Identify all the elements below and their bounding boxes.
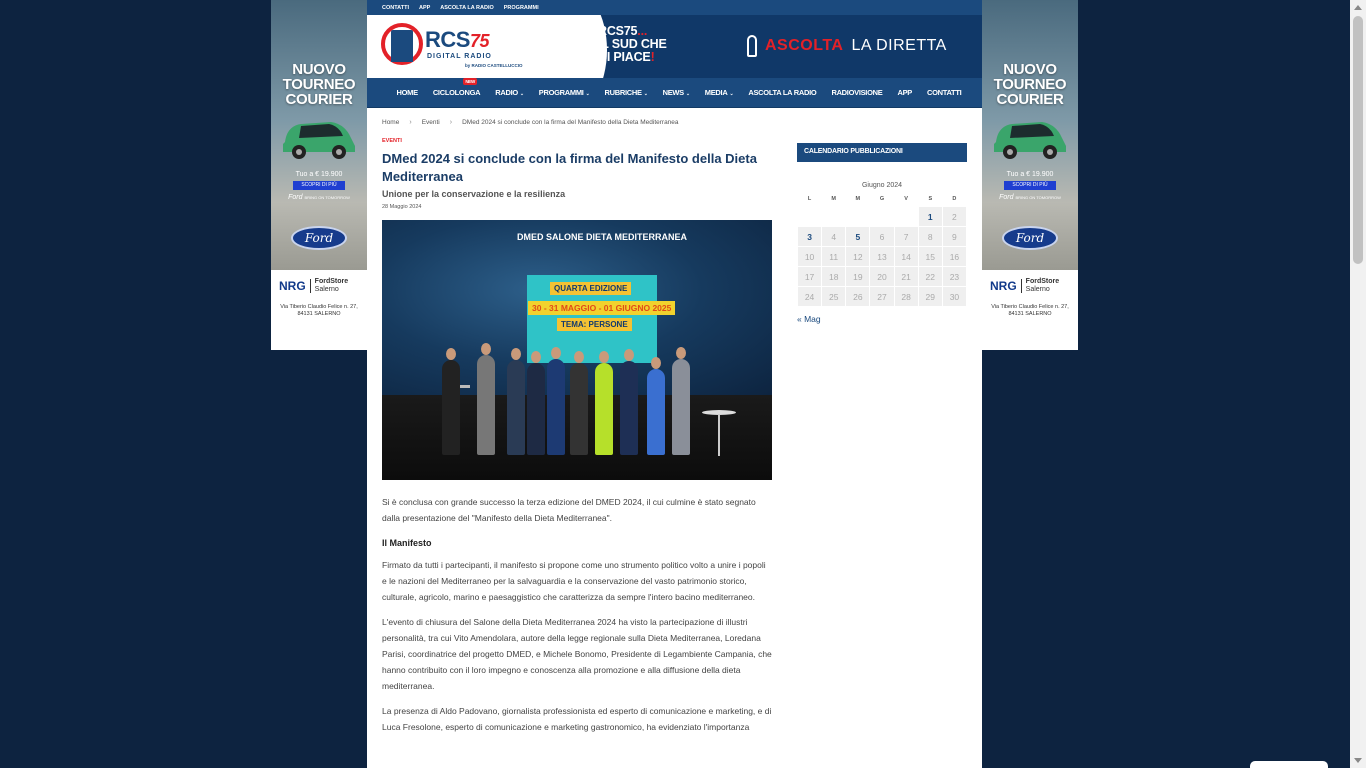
nav-media[interactable]: MEDIA ⌄	[704, 88, 734, 97]
dealer-address: Via Tiberio Claudio Felice n. 27, 84131 SALERNO	[280, 304, 358, 317]
person	[672, 359, 690, 455]
poster-edition: QUARTA EDIZIONE	[550, 282, 631, 295]
car-illustration	[990, 112, 1070, 160]
calendar-day[interactable]: 1	[919, 207, 942, 226]
nav-radiovisione[interactable]: RADIOVISIONE	[831, 88, 883, 97]
fordstore-label: FordStore Salerno	[1025, 278, 1060, 293]
top-links-bar	[367, 0, 982, 15]
nav-app[interactable]: APP	[897, 88, 912, 97]
right-ad-banner[interactable]	[982, 0, 1078, 350]
nav-news[interactable]: NEWS ⌄	[662, 88, 690, 97]
article-date: 28 Maggio 2024	[382, 204, 422, 210]
calendar-empty-cell	[870, 207, 893, 226]
logo-wordmark: RCS75	[425, 27, 489, 52]
calendar-day: 26	[846, 287, 869, 306]
nav-ascolta-la-radio[interactable]: ASCOLTA LA RADIO	[748, 88, 817, 97]
person	[507, 360, 525, 455]
table-leg	[718, 414, 720, 456]
calendar-day: 30	[943, 287, 966, 306]
ad-image[interactable]	[982, 0, 1078, 270]
calendar-day: 25	[822, 287, 845, 306]
nav-ciclolonga[interactable]: CICLOLONGA NEW	[432, 79, 481, 97]
car-illustration	[279, 112, 359, 160]
paragraph: Si è conclusa con grande successo la terza edizione del DMED 2024, il cui culmine è stato segnato dalla presentazione del "Manifesto della Dieta Mediterranea".	[382, 497, 756, 523]
fordstore-label: FordStore Salerno	[314, 278, 349, 293]
top-link-app[interactable]: APP	[418, 4, 431, 11]
weekday-header: G	[879, 196, 885, 202]
scroll-down-icon[interactable]	[1354, 758, 1362, 763]
ad-ford-tagline: Ford BRING ON TOMORROW	[288, 194, 350, 201]
site-logo[interactable]	[367, 15, 567, 78]
weekday-header: D	[952, 196, 957, 202]
nav-contatti[interactable]: CONTATTI	[926, 88, 962, 97]
paragraph: L'evento di chiusura del Salone della Dieta Mediterranea 2024 ha visto la partecipazione di illustri personalità, tra cui Vito Amendolara, autore della legge regionale sulla Dieta Mediterranea, Loredana Parisi, coordinatrice del progetto DMED, e Michele Bonomo, Presidente di Legambiente Campania, che hanno contribuito con il loro impegno e conoscenza alla promozione e alla diffusione della dieta mediterranea.	[382, 617, 772, 691]
calendar-day: 2	[943, 207, 966, 226]
ford-logo: Ford	[291, 226, 347, 250]
divider	[1021, 279, 1022, 293]
breadcrumb	[382, 119, 772, 126]
ford-logo: Ford	[1002, 226, 1058, 250]
calendar-day: 12	[846, 247, 869, 266]
ad-ford-tagline: Ford BRING ON TOMORROW	[999, 194, 1061, 201]
divider	[310, 279, 311, 293]
article-photo[interactable]	[382, 220, 772, 480]
chevron-down-icon: ⌄	[643, 91, 648, 97]
calendar-day: 7	[895, 227, 918, 246]
poster-title: DMED SALONE DIETA MEDITERRANEA	[517, 232, 688, 242]
main-nav	[367, 78, 982, 108]
calendar-day: 4	[822, 227, 845, 246]
calendar-table	[797, 191, 967, 307]
calendar-day: 16	[943, 247, 966, 266]
calendar-day: 27	[870, 287, 893, 306]
weekday-header: M	[831, 196, 836, 202]
article-content	[382, 119, 772, 744]
breadcrumb-category[interactable]: Eventi	[421, 119, 440, 126]
ad-cta-button[interactable]: SCOPRI DI PIÙ	[1004, 181, 1056, 190]
weekday-header: S	[928, 196, 933, 202]
ad-dealer	[271, 270, 367, 318]
dealer-address: Via Tiberio Claudio Felice n. 27, 84131 SALERNO	[991, 304, 1069, 317]
calendar-day: 17	[798, 267, 821, 286]
person	[647, 369, 665, 455]
calendar-day[interactable]: 5	[846, 227, 869, 246]
section-heading: Il Manifesto	[382, 538, 432, 548]
top-link-contatti[interactable]: CONTATTI	[382, 4, 409, 11]
calendar-day: 29	[919, 287, 942, 306]
poster-theme: TEMA: PERSONE	[557, 318, 632, 331]
sidebar	[797, 143, 967, 324]
scroll-up-icon[interactable]	[1354, 5, 1362, 10]
tower-icon	[391, 30, 413, 62]
calendar-day: 22	[919, 267, 942, 286]
chevron-down-icon: ⌄	[519, 91, 524, 97]
site-header	[367, 15, 982, 78]
calendar-day: 15	[919, 247, 942, 266]
article-body	[382, 494, 772, 735]
calendar-day: 21	[895, 267, 918, 286]
article-category[interactable]: EVENTI	[382, 138, 402, 144]
nrg-logo: NRG	[990, 279, 1017, 293]
calendar-prev-link[interactable]: « Mag	[797, 314, 821, 324]
calendar-day: 8	[919, 227, 942, 246]
calendar-day: 19	[846, 267, 869, 286]
microphone-icon	[747, 35, 757, 57]
nav-rubriche[interactable]: RUBRICHE ⌄	[604, 88, 648, 97]
chevron-down-icon: ⌄	[729, 91, 734, 97]
top-link-ascolta[interactable]: ASCOLTA LA RADIO	[440, 4, 494, 11]
calendar-day: 11	[822, 247, 845, 266]
left-ad-banner[interactable]	[271, 0, 367, 350]
person	[570, 363, 588, 455]
article-subtitle: Unione per la conservazione e la resilienza	[382, 189, 566, 199]
calendar-day: 23	[943, 267, 966, 286]
weekday-header: L	[807, 196, 812, 202]
new-badge: NEW	[465, 79, 475, 84]
ad-price: Tuo a € 19.900	[1006, 171, 1054, 178]
chevron-down-icon: ⌄	[585, 91, 590, 97]
nav-programmi[interactable]: PROGRAMMI ⌄	[538, 88, 590, 97]
weekday-header: M	[855, 196, 861, 202]
publication-calendar	[797, 182, 967, 324]
calendar-day: 20	[870, 267, 893, 286]
person	[595, 363, 613, 455]
banner-slogan: RCS75... IL SUD CHE CI PIACE!	[598, 24, 667, 64]
nrg-logo: NRG	[279, 279, 306, 293]
ad-headline: NUOVO TOURNEO COURIER	[993, 61, 1067, 108]
scrollbar[interactable]	[1350, 0, 1366, 768]
calendar-day: 28	[895, 287, 918, 306]
listen-live-button[interactable]	[747, 35, 947, 57]
calendar-caption: Giugno 2024	[861, 182, 903, 189]
calendar-day: 14	[895, 247, 918, 266]
breadcrumb-current: DMed 2024 si conclude con la firma del Manifesto della Dieta Mediterranea	[462, 119, 679, 126]
person	[547, 359, 565, 455]
calendar-empty-cell	[846, 207, 869, 226]
ad-image[interactable]	[271, 0, 367, 270]
breadcrumb-home[interactable]: Home	[382, 119, 400, 126]
breadcrumb-separator: ›	[409, 119, 412, 126]
widget-title: CALENDARIO PUBBLICAZIONI	[797, 143, 967, 162]
ad-dealer	[982, 270, 1078, 318]
paragraph: Firmato da tutti i partecipanti, il manifesto si propone come uno strumento politico volto a unire i popoli e le nazioni del Mediterraneo per la salvaguardia e la conservazione del vasto patrimonio storico, culturale, agricolo, marino e paesaggistico che caratterizza da sempre l'intero bacino mediterraneo.	[382, 560, 766, 602]
calendar-empty-cell	[895, 207, 918, 226]
calendar-day: 9	[943, 227, 966, 246]
ad-price: Tuo a € 19.900	[295, 171, 343, 178]
person	[477, 355, 495, 455]
paragraph: La presenza di Aldo Padovano, giornalista professionista ed esperto di comunicazione e marketing, e di Luca Fresolone, esperto di comunicazione e marketing gastronomico, ha evidenziato l'importanza	[382, 706, 772, 732]
calendar-day: 24	[798, 287, 821, 306]
weekday-header: V	[904, 196, 908, 202]
scroll-thumb[interactable]	[1353, 16, 1363, 264]
calendar-empty-cell	[798, 207, 821, 226]
calendar-day: 13	[870, 247, 893, 266]
top-link-programmi[interactable]: PROGRAMMI	[503, 4, 539, 11]
chevron-down-icon: ⌄	[685, 91, 690, 97]
calendar-empty-cell	[822, 207, 845, 226]
poster-dates: 30 - 31 MAGGIO - 01 GIUGNO 2025	[528, 301, 675, 315]
ad-cta-button[interactable]: SCOPRI DI PIÙ	[293, 181, 345, 190]
calendar-day[interactable]: 3	[798, 227, 821, 246]
logo-subtitle: DIGITAL RADIO	[427, 53, 492, 60]
listen-label: ASCOLTA	[765, 37, 844, 54]
logo-by: by RADIO CASTELLUCCIO	[465, 63, 523, 68]
header-banner[interactable]	[567, 15, 982, 78]
calendar-day: 6	[870, 227, 893, 246]
nav-home[interactable]: HOME	[396, 88, 418, 97]
live-label: LA DIRETTA	[851, 37, 947, 54]
calendar-day: 10	[798, 247, 821, 266]
person	[620, 361, 638, 455]
person	[442, 360, 460, 455]
breadcrumb-separator: ›	[449, 119, 453, 126]
ad-headline: NUOVO TOURNEO COURIER	[282, 61, 356, 108]
person	[527, 363, 545, 455]
nav-radio[interactable]: RADIO ⌄	[495, 88, 524, 97]
chat-widget[interactable]	[1250, 761, 1328, 768]
main-column	[367, 0, 982, 768]
article-title: DMed 2024 si conclude con la firma del Manifesto della Dieta Mediterranea	[382, 151, 757, 184]
calendar-day: 18	[822, 267, 845, 286]
